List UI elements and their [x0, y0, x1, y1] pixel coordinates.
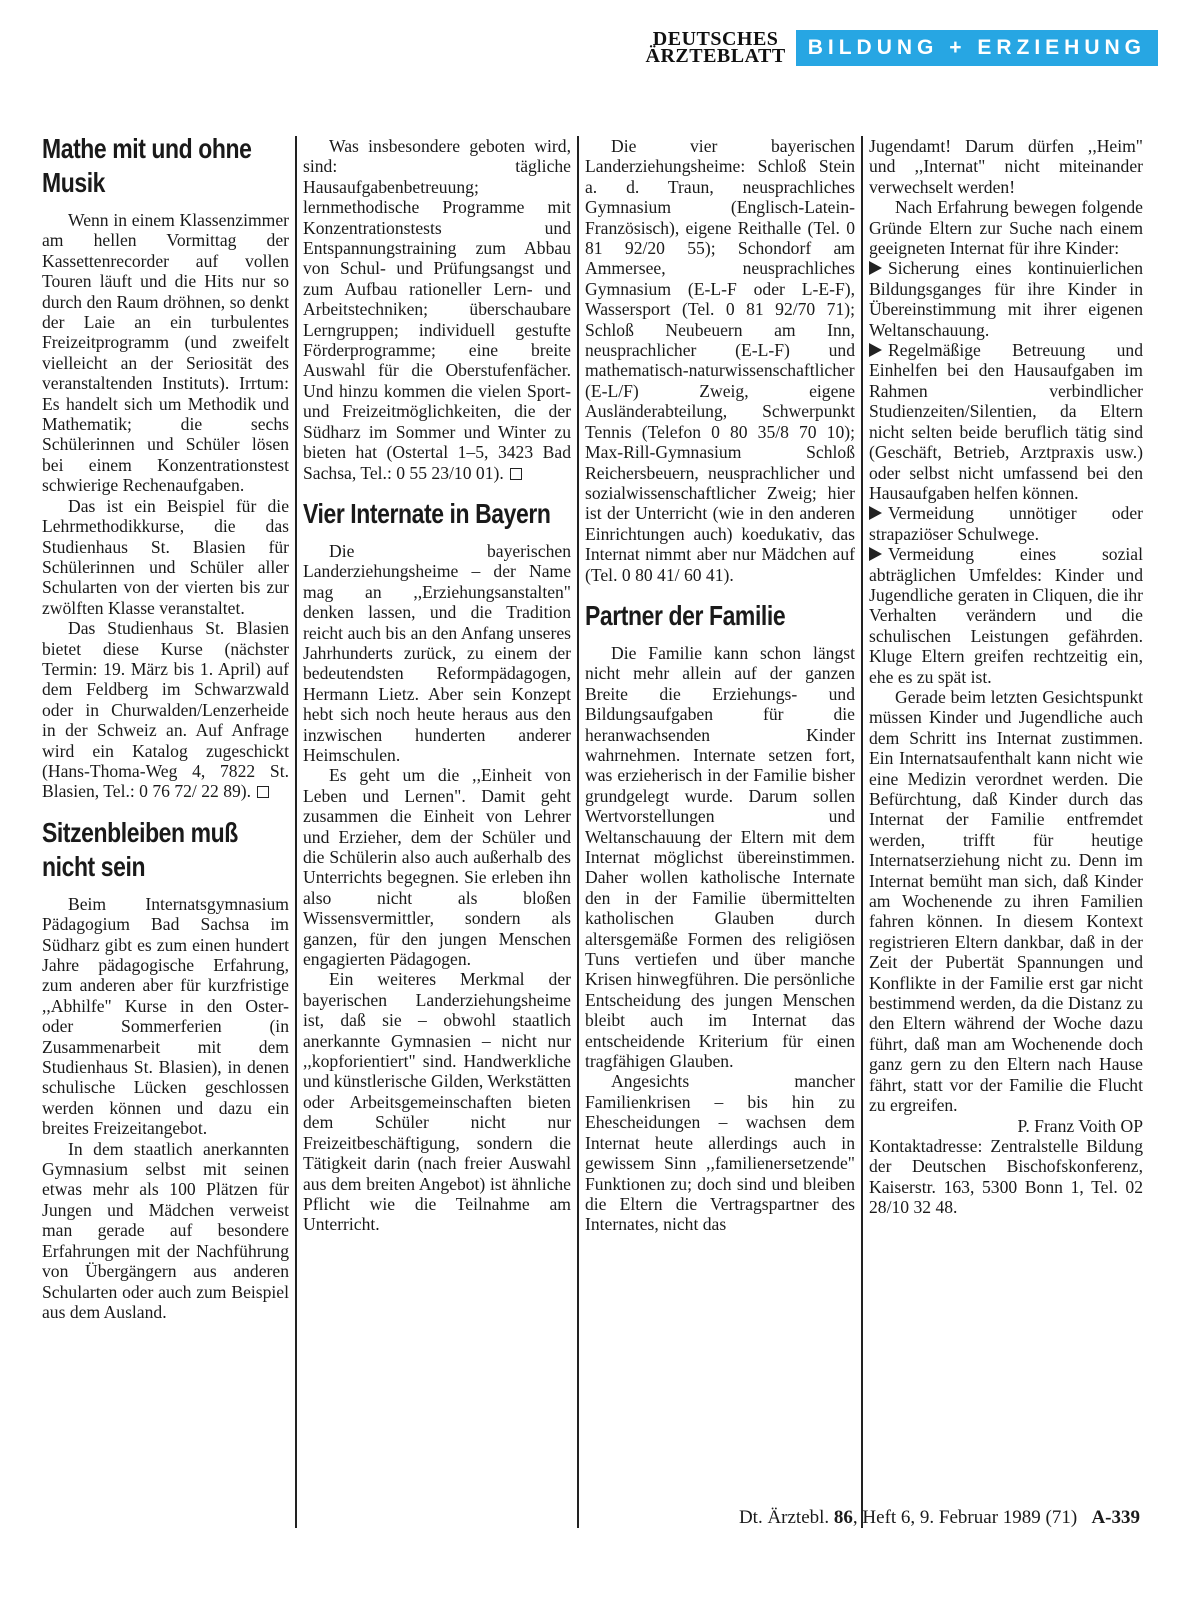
footer-issue: , Heft 6, 9. Februar 1989 (71) [852, 1507, 1078, 1528]
contact-address: Kontaktadresse: Zentralstelle Bildung der Deutschen Bischofskonferenz, Kaiserstr. 163, 5300 Bonn 1, Tel. 02 28/10 32 48. [869, 1135, 1143, 1218]
journal-logo [645, 28, 786, 67]
paragraph: Nach Erfahrung bewegen folgende Gründe Eltern zur Suche nach einem geeigneten Internat für ihre Kinder: [869, 197, 1143, 259]
column-4 [861, 136, 1143, 1528]
bullet-text: Sicherung eines kontinuierlichen Bildungsganges für ihre Kinder in Übereinstimmung mit ihrer eigenen Weltanschauung. [869, 258, 1143, 340]
headline-sitzenbleiben: Sitzenbleiben muß nicht sein [42, 816, 238, 882]
bullet-text: Vermeidung unnötiger oder strapaziöser Schulwege. [869, 503, 1143, 544]
paragraph: Die Familie kann schon längst nicht mehr allein auf der ganzen Breite die Erziehungs- und Bildungsaufgaben für die heranwachsenden Kinder wahrnehmen. Internate setzen fort, was erzieherisch in der Familie bisher grundgelegt wurde. Darum sollen Wertvorstellungen und Weltanschauung der Eltern mit dem Internat möglichst übereinstimmen. Daher wollen katholische Internate den in der Familie übermittelten katholischen Glauben durch altersgemäße Formen des religiösen Tuns vertiefen und über manche Krisen hinwegführen. Die persönliche Entscheidung des jungen Menschen bleibt auch im Internat das entscheidende Kriterium für einen tragfähigen Glauben. [585, 642, 855, 1072]
paragraph: Die vier bayerischen Landerziehungsheime: Schloß Stein a. d. Traun, neusprachliches Gymnasium (Englisch-Latein-Französisch), eigene Reithalle (Tel. 0 81 92/20 55); Schondorf am Ammersee, neusprachliches Gymnasium (E-L-F oder L-E-F), Wassersport (Tel. 0 81 92/70 71); Schloß Neubeuern am Inn, neusprachlicher (E-L-F) und mathematisch-naturwissenschaftlicher (E-L/F) Zweig, eigene Ausländerabteilung, Schwerpunkt Tennis (Telefon 0 80 35/8 70 10); Max-Rill-Gymnasium Schloß Reichersbeuern, neusprachlicher und sozialwissenschaftlicher Zweig; hier ist der Unterricht (wie in den anderen Einrichtungen auch) koedukativ, das Internat nimmt aber nur Mädchen auf (Tel. 0 80 41/ 60 41). [585, 136, 855, 585]
footer-volume: 86 [833, 1507, 853, 1528]
triangle-bullet-icon [869, 506, 882, 520]
column-1 [40, 136, 295, 1528]
bullet-item [869, 258, 1143, 340]
page-number: A-339 [1091, 1507, 1140, 1528]
column-2 [295, 136, 577, 1528]
bullet-item [869, 503, 1143, 544]
triangle-bullet-icon [869, 547, 882, 561]
paragraph: Das ist ein Beispiel für die Lehrmethodikkurse, die das Studienhaus St. Blasien für Schülerinnen und Schüler aller Schularten von der vierten bis zur zwölften Klasse veranstaltet. [42, 495, 289, 618]
column-3 [577, 136, 861, 1528]
author-signature: P. Franz Voith OP [1017, 1115, 1143, 1136]
triangle-bullet-icon [869, 343, 882, 357]
bullet-item [869, 340, 1143, 503]
bullet-text: Vermeidung eines sozial abträglichen Umfeldes: Kinder und Jugendliche geraten in Cliquen, die ihr Verhalten verändern und die schulischen Leistungen gefährden. Kluge Eltern greifen rechtzeitig ein, ehe es zu spät ist. [869, 544, 1143, 687]
paragraph: Wenn in einem Klassenzimmer am hellen Vormittag der Kassettenrecorder auf vollen Touren läuft und die Hits nur so durch den Raum dröhnen, so denkt der Laie an ein turbulentes Freizeitprogramm (und zweifelt vielleicht an der Seriosität des veranstaltenden Instituts). Irrtum: Es handelt sich um Methodik und Mathematik; die sechs Schülerinnen und Schüler lösen bei einem Konzentrationstest schwierige Rechenaufgaben. [42, 210, 289, 496]
article-columns [40, 136, 1143, 1528]
section-banner: BILDUNG + ERZIEHUNG [796, 30, 1158, 66]
footer-journal: Dt. Ärztebl. [738, 1507, 830, 1528]
headline-mathe: Mathe mit und ohne Musik [42, 136, 252, 198]
paragraph: Die bayerischen Landerziehungsheime – der Name mag an ,,Erziehungsanstalten" denken lassen, und die Tradition reicht auch bis an den Anfang unseres Jahrhunderts zurück, zu einem der bedeutendsten Reformpädagogen, Hermann Lietz. Aber sein Konzept hebt sich noch heute heraus aus den inzwischen hunderten anderer Heimschulen. [303, 540, 571, 765]
logo-line2: ÄRZTEBLATT [645, 45, 786, 67]
paragraph: Gerade beim letzten Gesichtspunkt müssen Kinder und Jugendliche auch dem Schritt ins Internat zustimmen. Ein Internatsaufenthalt kann nicht wie eine Medizin verordnet werden. Die Befürchtung, daß Kinder durch das Internat der Familie entfremdet werden, trifft für heutige Internatserziehung nicht zu. Denn im Internat bemüht man sich, daß Kinder am Wochenende zu ihren Familien fahren können. In diesem Kontext registrieren Eltern dankbar, daß in der Zeit der Pubertät Spannungen und Konflikte in der Familie erst gar nicht bestimmend werden, da die Distanz zu den Eltern während der Woche dazu führt, daß man am Wochenende doch ganz gern zu den Eltern nach Hause fährt, statt vor der Familie die Flucht zu ergreifen. [869, 686, 1143, 1116]
logo-line1: DEUTSCHES [652, 28, 779, 50]
paragraph [42, 618, 289, 802]
headline-internate-bayern: Vier Internate in Bayern [303, 497, 551, 529]
paragraph-text: Das Studienhaus St. Blasien bietet diese Kurse (nächster Termin: 19. März bis 1. April) auf dem Feldberg im Schwarzwald oder in Churwalden/Lenzerheide in der Schweiz an. Auf Anfrage wird ein Katalog zugeschickt (Hans-Thoma-Weg 4, 7822 St. Blasien, Tel.: 0 76 72/ 22 89). [42, 618, 289, 802]
end-of-article-icon [510, 468, 522, 480]
headline-partner-familie: Partner der Familie [585, 599, 786, 631]
paragraph: Jugendamt! Darum dürfen ,,Heim" und ,,Internat" nicht miteinander verwechselt werden! [869, 136, 1143, 197]
paragraph: Beim Internatsgymnasium Pädagogium Bad Sachsa im Südharz gibt es zum einen hundert Jahre pädagogische Erfahrung, zum anderen aber für kurzfristige ,,Abhilfe" Kurse in den Oster- oder Sommerferien (in Zusammenarbeit mit dem Studienhaus St. Blasien), in denen schulische Lücken geschlossen werden können und dazu ein breites Freizeitangebot. [42, 893, 289, 1139]
masthead [646, 30, 1159, 66]
page-footer [739, 1507, 1140, 1529]
bullet-item [869, 544, 1143, 687]
paragraph: Es geht um die ,,Einheit von Leben und Lernen". Damit geht zusammen die Einheit von Lehrer und Erzieher, dem der Schüler und die Schülerin also auch außerhalb des Unterrichts begegnen. Sie erleben ihn also nicht als bloßen Wissensvermittler, sondern als ganzen, für den jungen Menschen engagierten Pädagogen. [303, 765, 571, 970]
paragraph: Ein weiteres Merkmal der bayerischen Landerziehungsheime ist, daß sie – obwohl staatlich anerkannte Gymnasien – nicht nur ,,kopforientiert" sind. Handwerkliche und künstlerische Gilden, Werkstätten oder Arbeitsgemeinschaften bieten dem Schüler nicht nur Freizeitbeschäftigung, sondern die Tätigkeit darin (nach freier Auswahl aus dem breiten Angebot) ist ähnliche Pflicht wie die Teilnahme am Unterricht. [303, 969, 571, 1235]
paragraph-text: Was insbesondere geboten wird, sind: tägliche Hausaufgabenbetreuung; lernmethodische Programme mit Konzentrationstests und Entspannungstraining zum Abbau von Schul- und Prüfungsangst und zum Aufbau rationeller Lern- und Arbeitstechniken; überschaubare Lerngruppen; individuell gestufte Förderprogramme; eine breite Auswahl für die Oberstufenfächer. Und hinzu kommen die vielen Sport- und Freizeitmöglichkeiten, die der Südharz im Sommer und Winter zu bieten hat (Ostertal 1–5, 3423 Bad Sachsa, Tel.: 0 55 23/10 01). [303, 136, 571, 483]
paragraph: In dem staatlich anerkannten Gymnasium selbst mit seinen etwas mehr als 100 Plätzen für Jungen und Mädchen verweist man gerade auf besondere Erfahrungen mit der Nachführung von Übergängern aus anderen Schularten oder auch zum Beispiel aus dem Ausland. [42, 1138, 289, 1322]
bullet-text: Regelmäßige Betreuung und Einhelfen bei den Hausaufgaben im Rahmen verbindlicher Studienzeiten/Silentien, da Eltern nicht selten beide beruflich tätig sind (Geschäft, Betrieb, Arztpraxis usw.) oder selbst nicht umfassend bei den Hausaufgaben helfen können. [869, 340, 1143, 503]
triangle-bullet-icon [869, 261, 882, 275]
paragraph [303, 136, 571, 483]
paragraph: Angesichts mancher Familienkrisen – bis hin zu Ehescheidungen – wachsen dem Internat heute allerdings auch in gewissem Sinn ,,familienersetzende" Funktionen zu; doch sind und bleiben die Eltern die Vertragspartner des Internates, nicht das [585, 1071, 855, 1235]
end-of-article-icon [257, 786, 269, 798]
